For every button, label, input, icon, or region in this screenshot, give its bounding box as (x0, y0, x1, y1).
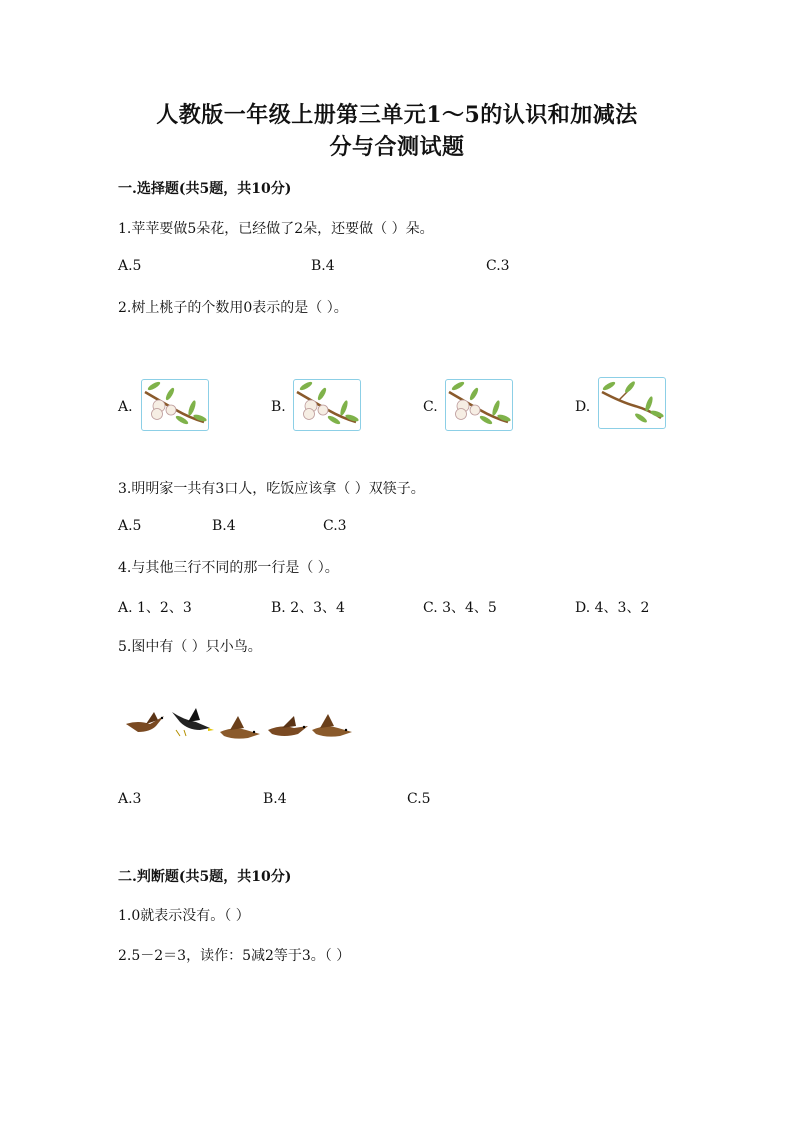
peach-branch-image-a[interactable] (141, 379, 209, 431)
bird-icon (312, 714, 352, 737)
peach-branch-icon (446, 380, 511, 429)
question-3-text: 3.明明家一共有3口人，吃饭应该拿（ ）双筷子。 (118, 481, 425, 497)
question-3-option-c[interactable]: C.3 (323, 518, 347, 534)
question-5-option-c[interactable]: C.5 (407, 791, 431, 807)
question-5-option-a[interactable]: A.3 (118, 791, 142, 807)
section-1-heading: 一.选择题(共5题，共10分) (118, 181, 292, 197)
page-title-line-2: 分与合测试题 (329, 134, 465, 160)
question-2-option-a[interactable]: A. (118, 399, 133, 415)
question-1-option-c[interactable]: C.3 (486, 258, 510, 274)
peach-branch-image-c[interactable] (445, 379, 513, 431)
question-5-option-b[interactable]: B.4 (263, 791, 287, 807)
question-4-text: 4.与其他三行不同的那一行是（ ）。 (118, 560, 339, 576)
peach-branch-icon (294, 380, 359, 429)
question-3-option-b[interactable]: B.4 (212, 518, 236, 534)
question-1-option-a[interactable]: A.5 (118, 258, 142, 274)
bird-icon (172, 708, 214, 736)
peach-branch-image-b[interactable] (293, 379, 361, 431)
question-2-option-b[interactable]: B. (271, 399, 286, 415)
question-4-option-d[interactable]: D. 4、3、2 (575, 600, 650, 616)
bird-icon (220, 716, 260, 739)
question-4-option-c[interactable]: C. 3、4、5 (423, 600, 497, 616)
question-2-option-d[interactable]: D. (575, 399, 591, 415)
question-2-text: 2.树上桃子的个数用0表示的是（ ）。 (118, 300, 348, 316)
question-1-option-b[interactable]: B.4 (311, 258, 335, 274)
question-4-option-b[interactable]: B. 2、3、4 (271, 600, 345, 616)
page-title-line-1: 人教版一年级上册第三单元1～5的认识和加减法 (156, 102, 638, 128)
empty-branch-image-d[interactable] (598, 377, 666, 429)
empty-branch-icon (599, 378, 664, 427)
judgement-1-text: 1.0就表示没有。（ ） (118, 908, 250, 924)
question-1-text: 1.苹苹要做5朵花，已经做了2朵，还要做（ ）朵。 (118, 221, 434, 237)
question-2-option-c[interactable]: C. (423, 399, 438, 415)
judgement-2-text: 2.5－2＝3，读作：5减2等于3。（ ） (118, 948, 351, 964)
peach-branch-icon (142, 380, 207, 429)
question-5-text: 5.图中有（ ）只小鸟。 (118, 639, 262, 655)
question-3-option-a[interactable]: A.5 (118, 518, 142, 534)
birds-illustration (124, 706, 356, 746)
question-4-option-a[interactable]: A. 1、2、3 (118, 600, 192, 616)
bird-icon (268, 716, 308, 736)
bird-icon (126, 712, 164, 732)
section-2-heading: 二.判断题(共5题，共10分) (118, 869, 292, 885)
